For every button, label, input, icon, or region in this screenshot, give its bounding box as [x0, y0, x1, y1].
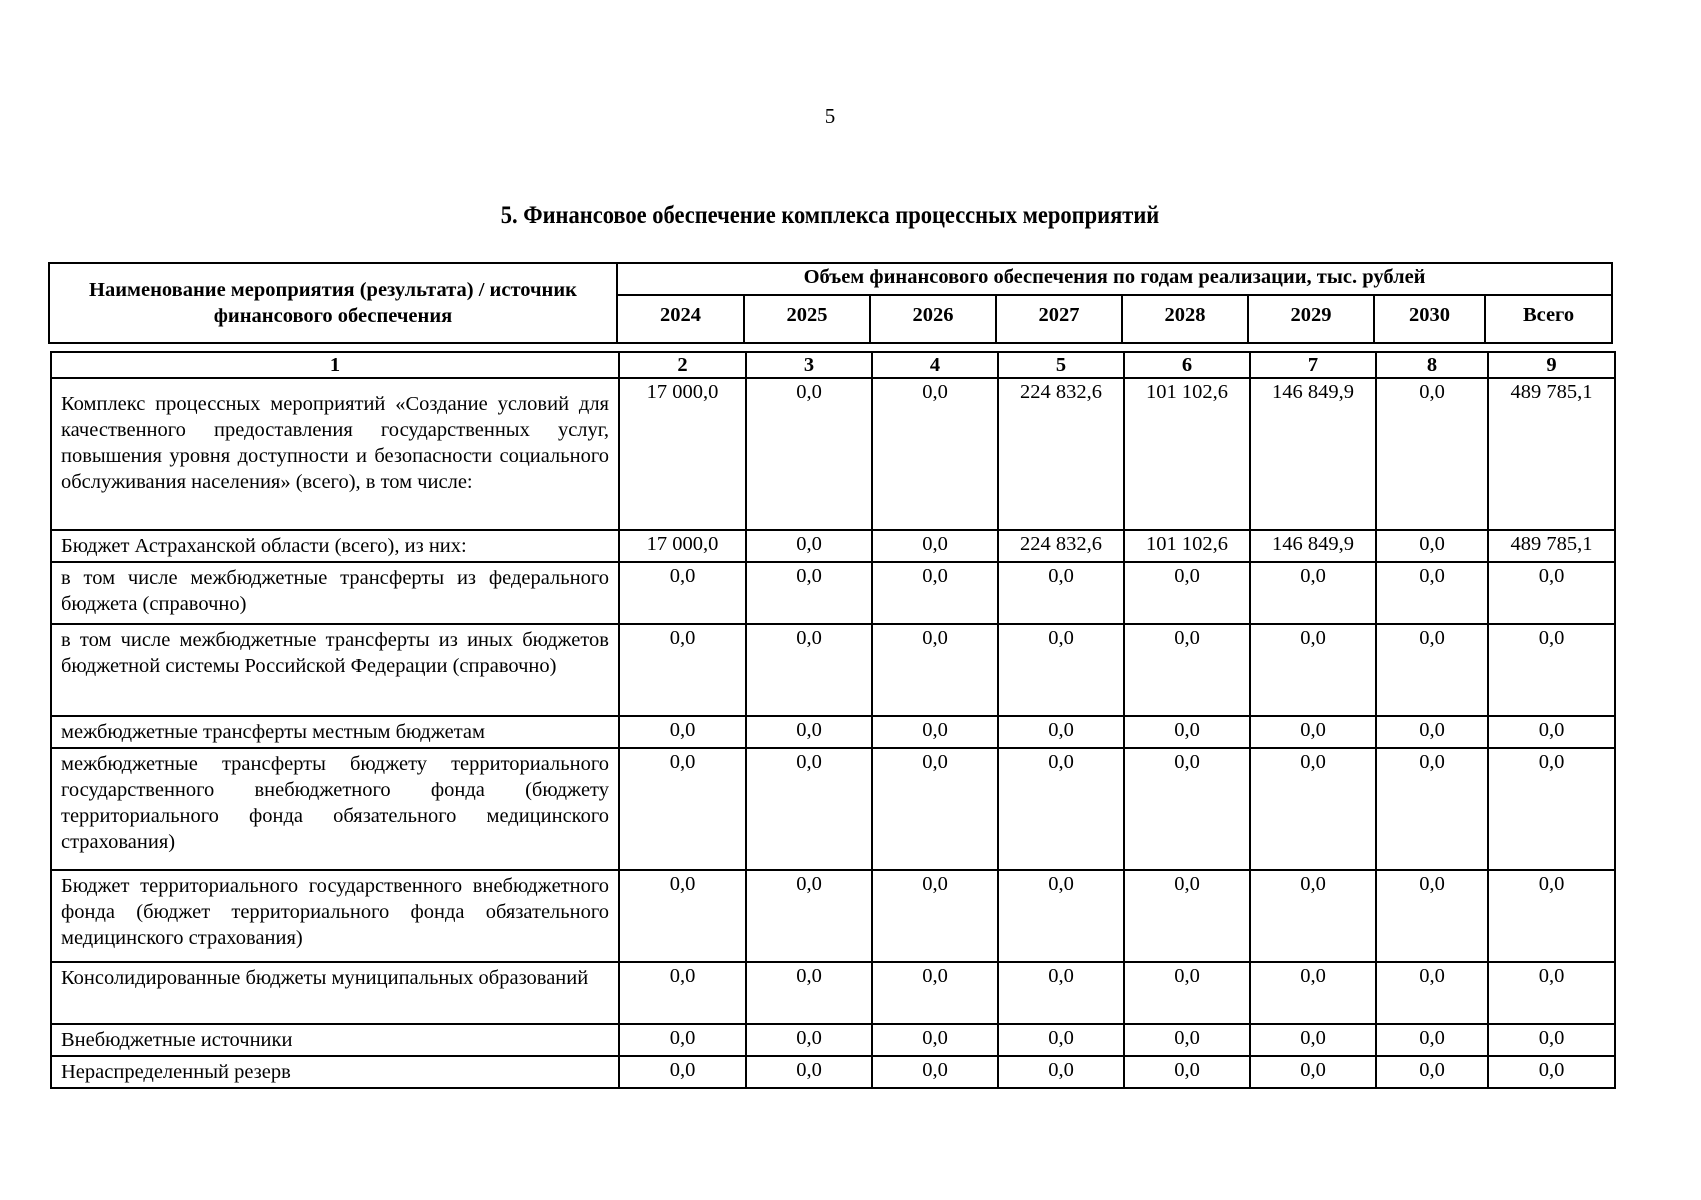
- financing-table-header: [48, 262, 1613, 344]
- cell-value: 0,0: [1250, 748, 1376, 870]
- header-year: 2028: [1122, 295, 1248, 343]
- cell-value: 0,0: [1376, 748, 1488, 870]
- cell-value: 0,0: [1250, 870, 1376, 962]
- table-row: [51, 962, 1615, 1024]
- cell-value: 0,0: [619, 562, 746, 624]
- cell-value: 0,0: [746, 716, 872, 748]
- column-number: 2: [619, 352, 746, 378]
- row-name: межбюджетные трансферты местным бюджетам: [51, 716, 619, 748]
- row-name: Комплекс процессных мероприятий «Создание условий для качественного предоставления государственных услуг, повышения уровня доступности и безопасности социального обслуживания населения» (всего), в том числе:: [51, 378, 619, 530]
- cell-value: 0,0: [1376, 716, 1488, 748]
- cell-value: 0,0: [1376, 870, 1488, 962]
- cell-value: 0,0: [998, 870, 1124, 962]
- row-name: в том числе межбюджетные трансферты из федерального бюджета (справочно): [51, 562, 619, 624]
- cell-value: 0,0: [1488, 716, 1615, 748]
- cell-value: 0,0: [1250, 624, 1376, 716]
- column-number: 5: [998, 352, 1124, 378]
- table-row: [51, 748, 1615, 870]
- row-name: Нераспределенный резерв: [51, 1056, 619, 1088]
- cell-value: 0,0: [746, 562, 872, 624]
- cell-value: 0,0: [1250, 716, 1376, 748]
- table-row: [51, 530, 1615, 562]
- cell-value: 0,0: [1124, 1024, 1250, 1056]
- cell-value: 0,0: [1124, 624, 1250, 716]
- cell-value: 0,0: [1124, 870, 1250, 962]
- cell-value: 0,0: [619, 1024, 746, 1056]
- cell-value: 0,0: [872, 624, 998, 716]
- table-row: [51, 716, 1615, 748]
- cell-value: 0,0: [872, 378, 998, 530]
- cell-value: 101 102,6: [1124, 378, 1250, 530]
- cell-value: 0,0: [619, 1056, 746, 1088]
- cell-value: 17 000,0: [619, 530, 746, 562]
- cell-value: 146 849,9: [1250, 530, 1376, 562]
- row-name: Бюджет Астраханской области (всего), из них:: [51, 530, 619, 562]
- header-year: 2029: [1248, 295, 1374, 343]
- cell-value: 0,0: [1124, 562, 1250, 624]
- header-span-title: Объем финансового обеспечения по годам реализации, тыс. рублей: [617, 263, 1612, 295]
- cell-value: 0,0: [872, 748, 998, 870]
- row-name: Бюджет территориального государственного внебюджетного фонда (бюджет территориального фонда обязательного медицинского страхования): [51, 870, 619, 962]
- cell-value: 224 832,6: [998, 378, 1124, 530]
- column-number: 7: [1250, 352, 1376, 378]
- cell-value: 0,0: [872, 870, 998, 962]
- row-name: Внебюджетные источники: [51, 1024, 619, 1056]
- header-year: 2024: [617, 295, 744, 343]
- cell-value: 0,0: [1376, 378, 1488, 530]
- cell-value: 0,0: [619, 624, 746, 716]
- cell-value: 0,0: [872, 530, 998, 562]
- column-number: 3: [746, 352, 872, 378]
- page-number: 5: [824, 104, 836, 128]
- cell-value: 0,0: [998, 624, 1124, 716]
- cell-value: 0,0: [1250, 1024, 1376, 1056]
- cell-value: 0,0: [1488, 562, 1615, 624]
- cell-value: 0,0: [872, 716, 998, 748]
- cell-value: 0,0: [872, 962, 998, 1024]
- cell-value: 0,0: [746, 1024, 872, 1056]
- cell-value: 0,0: [746, 1056, 872, 1088]
- row-name: Консолидированные бюджеты муниципальных образований: [51, 962, 619, 1024]
- row-name: в том числе межбюджетные трансферты из иных бюджетов бюджетной системы Российской Федерации (справочно): [51, 624, 619, 716]
- table-row: [51, 870, 1615, 962]
- column-number: 8: [1376, 352, 1488, 378]
- table-row: [51, 1024, 1615, 1056]
- cell-value: 0,0: [619, 962, 746, 1024]
- cell-value: 0,0: [746, 870, 872, 962]
- cell-value: 17 000,0: [619, 378, 746, 530]
- cell-value: 101 102,6: [1124, 530, 1250, 562]
- table-row: [51, 378, 1615, 530]
- header-year: 2027: [996, 295, 1122, 343]
- cell-value: 0,0: [746, 962, 872, 1024]
- cell-value: 0,0: [1488, 1024, 1615, 1056]
- cell-value: 0,0: [1376, 1024, 1488, 1056]
- cell-value: 146 849,9: [1250, 378, 1376, 530]
- cell-value: 0,0: [1250, 1056, 1376, 1088]
- cell-value: 0,0: [998, 1056, 1124, 1088]
- column-number: 6: [1124, 352, 1250, 378]
- column-number: 1: [51, 352, 619, 378]
- header-year: 2030: [1374, 295, 1485, 343]
- cell-value: 0,0: [1376, 1056, 1488, 1088]
- cell-value: 0,0: [746, 624, 872, 716]
- cell-value: 0,0: [872, 1056, 998, 1088]
- cell-value: 0,0: [1250, 962, 1376, 1024]
- table-row: [51, 1056, 1615, 1088]
- cell-value: 0,0: [619, 748, 746, 870]
- cell-value: 224 832,6: [998, 530, 1124, 562]
- column-number-row: [51, 352, 1615, 378]
- cell-value: 0,0: [998, 1024, 1124, 1056]
- cell-value: 0,0: [746, 748, 872, 870]
- cell-value: 0,0: [1124, 962, 1250, 1024]
- cell-value: 0,0: [998, 716, 1124, 748]
- cell-value: 0,0: [1250, 562, 1376, 624]
- cell-value: 0,0: [1376, 962, 1488, 1024]
- cell-value: 0,0: [1488, 624, 1615, 716]
- table-row: [51, 624, 1615, 716]
- cell-value: 0,0: [872, 562, 998, 624]
- cell-value: 489 785,1: [1488, 530, 1615, 562]
- cell-value: 0,0: [1376, 624, 1488, 716]
- cell-value: 0,0: [1124, 748, 1250, 870]
- financing-table-body: [50, 351, 1616, 1089]
- cell-value: 0,0: [872, 1024, 998, 1056]
- page-title: 5. Финансовое обеспечение комплекса процессных мероприятий: [500, 202, 1160, 229]
- column-number: 9: [1488, 352, 1615, 378]
- cell-value: 0,0: [1376, 530, 1488, 562]
- cell-value: 489 785,1: [1488, 378, 1615, 530]
- cell-value: 0,0: [619, 870, 746, 962]
- header-year: 2026: [870, 295, 996, 343]
- cell-value: 0,0: [1124, 716, 1250, 748]
- cell-value: 0,0: [1488, 748, 1615, 870]
- table-row: [51, 562, 1615, 624]
- header-total: Всего: [1485, 295, 1612, 343]
- header-name-column: Наименование мероприятия (результата) / источник финансового обеспечения: [49, 263, 617, 343]
- cell-value: 0,0: [746, 378, 872, 530]
- row-name: межбюджетные трансферты бюджету территориального государственного внебюджетного фонда (бюджету территориального фонда обязательного медицинского страхования): [51, 748, 619, 870]
- cell-value: 0,0: [1488, 962, 1615, 1024]
- column-number: 4: [872, 352, 998, 378]
- header-year: 2025: [744, 295, 870, 343]
- cell-value: 0,0: [1488, 1056, 1615, 1088]
- cell-value: 0,0: [746, 530, 872, 562]
- cell-value: 0,0: [619, 716, 746, 748]
- cell-value: 0,0: [1488, 870, 1615, 962]
- cell-value: 0,0: [998, 748, 1124, 870]
- cell-value: 0,0: [998, 962, 1124, 1024]
- cell-value: 0,0: [998, 562, 1124, 624]
- cell-value: 0,0: [1124, 1056, 1250, 1088]
- cell-value: 0,0: [1376, 562, 1488, 624]
